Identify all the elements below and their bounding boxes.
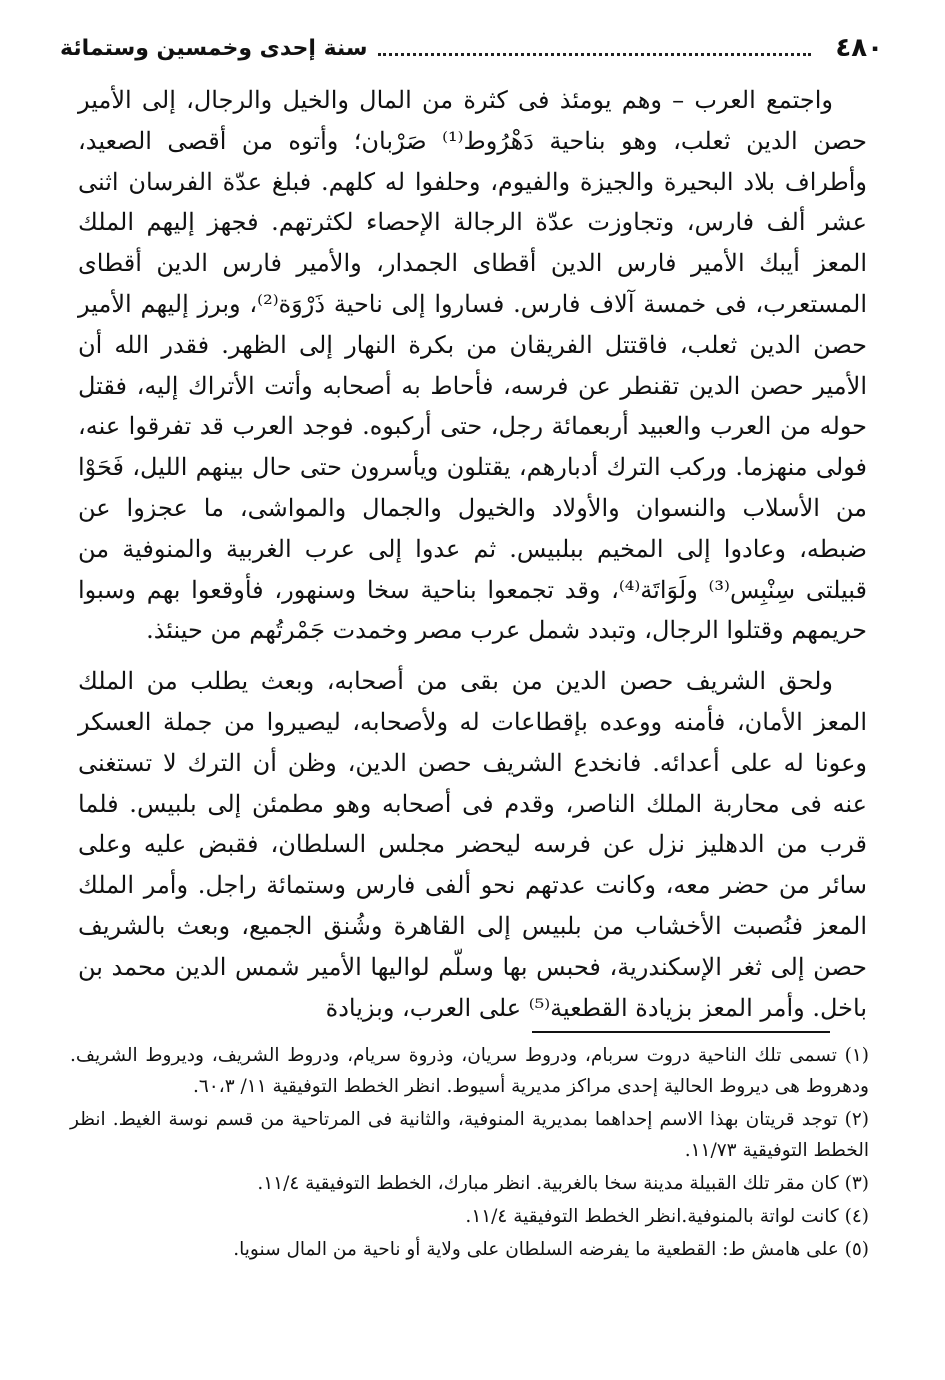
main-text (78, 80, 867, 1028)
footnote: (٢) توجد قريتان بهذا الاسم إحداهما بمديرية المنوفية، والثانية فى المرتاحية من قسم نوسة الغيط. انظر الخطط التوفيقية ١١/٧٣. (70, 1109, 869, 1161)
footnote: (١) تسمى تلك الناحية دروت سربام، ودروط سريان، وذروة سريام، ودروط الشريف، وديروط الشريف. ودهروط هى ديروط الحالية إحدى مراكز مديرية أسيوط. انظر الخطط التوفيقية ١١/ ٦٠،٣. (70, 1045, 869, 1097)
header-dot-leader (378, 41, 812, 56)
paragraph: واجتمع العرب – وهم يومئذ فى كثرة من المال والخيل والرجال، إلى الأمير حصن الدين ثعلب، وهو بناحية دَهْرُوط⁽¹⁾ صَرْبان؛ وأتوه من أقصى الصعيد، وأطراف بلاد البحيرة والجيزة والفيوم، وحلفوا له كلهم. فبلغ عدّة الفرسان اثنى عشر ألف فارس، وتجاوزت عدّة الرجالة الإحصاء لكثرتهم. فجهز إليهم الملك المعز أيبك الأمير فارس الدين أقطاى الجمدار، والأمير فارس الدين أقطاى المستعرب، فى خمسة آلاف فارس. فساروا إلى ناحية ذَرْوَة⁽²⁾، وبرز إليهم الأمير حصن الدين ثعلب، فاقتتل الفريقان من بكرة النهار إلى الظهر. فقدر الله أن الأمير حصن الدين تقنطر عن فرسه، فأحاط به أصحابه وأتت الأتراك إليه، فقتل حوله من العرب والعبيد أربعمائة رجل، حتى أركبوه. فوجد العرب قد تفرقوا عنه، فولى منهزما. وركب الترك أدبارهم، يقتلون ويأسرون حتى حال بينهم الليل، فَحَوْا من الأسلاب والنسوان والأولاد والخيول والجمال والمواشى، ما عجزوا عن ضبطه، وعادوا إلى المخيم ببلبيس. ثم عدوا إلى عرب الغربية والمنوفية من قبيلتى سِنْبِس⁽³⁾ ولَوَاتَة⁽⁴⁾، وقد تجمعوا بناحية سخا وسنهور، فأوقعوا بهم وسبوا حريمهم وقتلوا الرجال، وتبدد شمل عرب مصر وخمدت جَمْرتُهم من حينئذ. (78, 86, 868, 645)
footnote: (٥) على هامش ط: القطعية ما يفرضه السلطان على ولاية أو ناحية من المال سنويا. (233, 1239, 869, 1260)
footnote-separator (532, 1031, 830, 1033)
footnotes (70, 1040, 869, 1265)
footnote: (٤) كانت لواتة بالمنوفية.انظر الخطط التوفيقية ١١/٤. (465, 1206, 869, 1227)
page-header (60, 30, 883, 66)
footnote: (٣) كان مقر تلك القبيلة مدينة سخا بالغربية. انظر مبارك، الخطط التوفيقية ١١/٤. (257, 1173, 869, 1194)
running-title: سنة إحدى وخمسين وستمائة (60, 35, 368, 61)
paragraph: ولحق الشريف حصن الدين من بقى من أصحابه، وبعث يطلب من الملك المعز الأمان، فأمنه ووعده بإقطاعات له ولأصحابه، ليصيروا من جملة العسكر وعونا له على أعدائه. فانخدع الشريف حصن الدين، وظن أن الترك لا تستغنى عنه فى محاربة الملك الناصر، وقدم فى أصحابه وهو مطمئن إلى بلبيس. فلما قرب من الدهليز نزل عن فرسه ليحضر مجلس السلطان، فقبض عليه وعلى سائر من حضر معه، وكانت عدتهم نحو ألفى فارس وستمائة راجل. وأمر الملك المعز فنُصبت الأخشاب من بلبيس إلى القاهرة وشُنق الجميع، وبعث بالشريف حصن إلى ثغر الإسكندرية، فحبس بها وسلّم لواليها الأمير شمس الدين محمد بن باخل. وأمر المعز بزيادة القطعية⁽⁵⁾ على العرب، وبزيادة (78, 667, 867, 1022)
page-number: ٤٨٠ (835, 33, 883, 63)
